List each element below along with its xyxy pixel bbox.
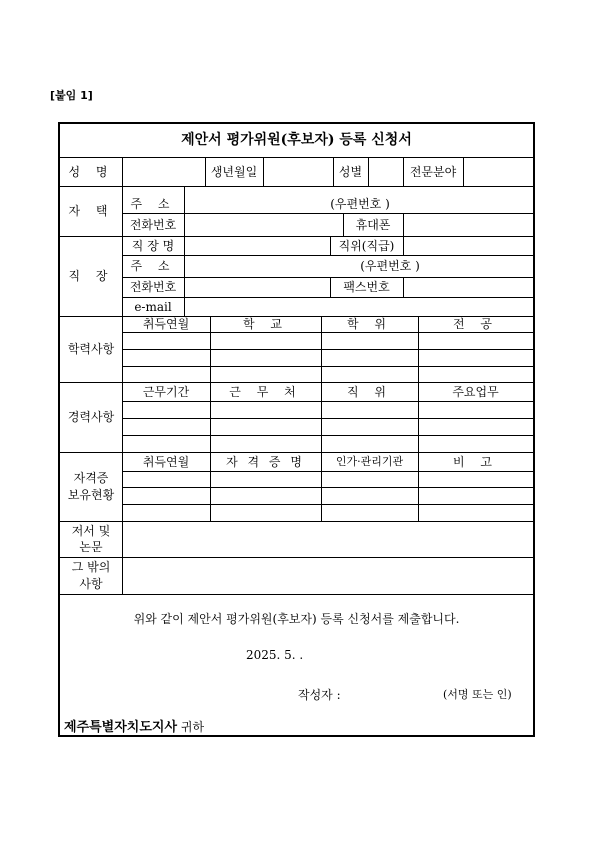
home-section-label: 자 택 [68, 204, 114, 218]
publications-field[interactable] [122, 521, 533, 557]
education-col-major: 전 공 [453, 317, 498, 331]
license-col-authority: 인가·관리기관 [335, 455, 404, 468]
fax-field[interactable] [403, 277, 533, 297]
publications-label-line2: 논문 [79, 540, 103, 554]
publications-label-line1: 저서 및 [71, 523, 111, 538]
field-label: 전문분야 [409, 164, 457, 179]
career-col-duties: 주요업무 [452, 384, 499, 399]
position-field[interactable] [403, 236, 533, 255]
position-label: 직위(직급) [338, 238, 395, 253]
education-col-date: 취득연월 [142, 317, 190, 331]
home-mobile-field[interactable] [403, 213, 533, 236]
form-title: 제안서 평가위원(후보자) 등록 신청서 [60, 124, 533, 158]
gender-field[interactable] [368, 157, 403, 186]
home-address-label: 주 소 [130, 196, 176, 211]
field-field[interactable] [463, 157, 533, 186]
work-address-label: 주 소 [130, 259, 176, 273]
workplace-label: 직 장 명 [131, 238, 175, 253]
workplace-field[interactable] [184, 236, 330, 255]
education-col-degree: 학 위 [347, 317, 392, 331]
license-section-label [60, 452, 122, 521]
email-field[interactable] [184, 297, 533, 316]
other-field[interactable] [122, 557, 533, 594]
addressee-name: 제주특별자치도지사 [64, 720, 178, 735]
license-col-date: 취득연월 [142, 454, 190, 469]
email-label: e-mail [134, 299, 172, 314]
signature-label: (서명 또는 인) [443, 688, 512, 701]
career-col-position: 직 위 [347, 384, 392, 399]
name-field[interactable] [122, 157, 205, 186]
education-section-label: 학력사항 [67, 342, 115, 356]
license-label-line2: 보유현황 [67, 487, 115, 502]
attachment-label: [붙임 1] [50, 89, 93, 102]
career-col-period: 근무기간 [142, 384, 190, 399]
home-mobile-label: 휴대폰 [355, 217, 391, 232]
license-col-name: 자 격 증 명 [226, 454, 305, 469]
addressee [64, 716, 204, 735]
birth-field[interactable] [263, 157, 333, 186]
other-label-line2: 사항 [79, 576, 103, 591]
other-label [60, 557, 122, 594]
home-phone-field[interactable] [184, 213, 343, 236]
submission-date: 2025. 5. . [246, 648, 304, 662]
education-col-school: 학 교 [243, 317, 288, 331]
license-label-line1: 자격증 [73, 471, 109, 486]
writer-label: 작성자 : [298, 688, 341, 702]
publications-label [60, 521, 122, 557]
work-phone-field[interactable] [184, 277, 330, 297]
work-postcode-label: (우편번호 ) [360, 259, 420, 273]
fax-label: 팩스번호 [343, 280, 390, 294]
work-phone-label: 전화번호 [129, 280, 177, 294]
license-col-remarks: 비 고 [453, 454, 498, 469]
career-col-employer: 근 무 처 [229, 384, 302, 399]
home-phone-label: 전화번호 [129, 217, 177, 232]
gender-label: 성별 [338, 164, 363, 179]
addressee-suffix: 귀하 [180, 720, 205, 734]
home-postcode-label: (우편번호 ) [330, 196, 390, 211]
other-label-line1: 그 밖의 [71, 560, 111, 575]
work-section-label: 직 장 [68, 269, 114, 283]
name-label: 성 명 [68, 164, 114, 179]
birth-label: 생년월일 [210, 164, 258, 179]
career-section-label: 경력사항 [67, 410, 115, 424]
submission-statement: 위와 같이 제안서 평가위원(후보자) 등록 신청서를 제출합니다. [133, 612, 460, 626]
registration-form [58, 122, 535, 737]
